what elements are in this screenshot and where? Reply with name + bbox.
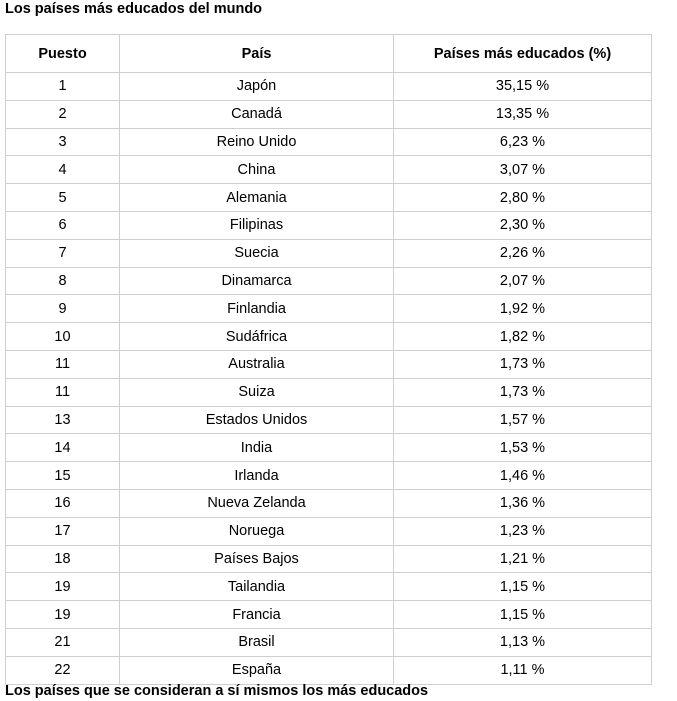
cell-country: Suecia [120, 239, 394, 267]
table-row [6, 406, 652, 434]
cell-rank: 11 [6, 378, 120, 406]
cell-percent: 1,36 % [394, 489, 652, 517]
cell-percent: 3,07 % [394, 156, 652, 184]
cell-rank: 19 [6, 601, 120, 629]
cell-country: España [120, 656, 394, 684]
cell-rank: 3 [6, 128, 120, 156]
cell-percent: 1,23 % [394, 517, 652, 545]
column-header-percent: Países más educados (%) [394, 35, 652, 73]
cell-percent: 35,15 % [394, 73, 652, 101]
cell-country: China [120, 156, 394, 184]
cell-rank: 4 [6, 156, 120, 184]
cell-percent: 1,82 % [394, 323, 652, 351]
cell-rank: 16 [6, 489, 120, 517]
table-row [6, 128, 652, 156]
table-row [6, 545, 652, 573]
cell-percent: 2,30 % [394, 211, 652, 239]
table-row [6, 211, 652, 239]
table-row [6, 73, 652, 101]
cell-country: Canadá [120, 100, 394, 128]
cell-rank: 1 [6, 73, 120, 101]
cell-rank: 13 [6, 406, 120, 434]
page-title: Los países más educados del mundo [5, 1, 263, 17]
cell-rank: 5 [6, 184, 120, 212]
cell-percent: 2,26 % [394, 239, 652, 267]
cell-percent: 1,13 % [394, 628, 652, 656]
cell-rank: 9 [6, 295, 120, 323]
cell-percent: 1,11 % [394, 656, 652, 684]
cell-country: Brasil [120, 628, 394, 656]
cell-country: Estados Unidos [120, 406, 394, 434]
ranking-table [5, 34, 652, 685]
table-row [6, 434, 652, 462]
cell-country: Alemania [120, 184, 394, 212]
cell-country: Suiza [120, 378, 394, 406]
cell-percent: 2,07 % [394, 267, 652, 295]
table-body [6, 73, 652, 685]
cell-rank: 7 [6, 239, 120, 267]
cell-country: Nueva Zelanda [120, 489, 394, 517]
table-row [6, 628, 652, 656]
cell-percent: 6,23 % [394, 128, 652, 156]
cell-percent: 1,92 % [394, 295, 652, 323]
cell-percent: 1,15 % [394, 573, 652, 601]
table-row [6, 239, 652, 267]
cell-country: Tailandia [120, 573, 394, 601]
cell-rank: 6 [6, 211, 120, 239]
cell-country: Reino Unido [120, 128, 394, 156]
cell-rank: 8 [6, 267, 120, 295]
cell-country: Dinamarca [120, 267, 394, 295]
table-row [6, 100, 652, 128]
cell-rank: 10 [6, 323, 120, 351]
cell-rank: 11 [6, 350, 120, 378]
cell-country: Filipinas [120, 211, 394, 239]
cell-rank: 22 [6, 656, 120, 684]
table-row [6, 267, 652, 295]
cell-percent: 1,57 % [394, 406, 652, 434]
table-row [6, 601, 652, 629]
table-row [6, 156, 652, 184]
cell-country: Francia [120, 601, 394, 629]
table-row [6, 462, 652, 490]
cell-country: Finlandia [120, 295, 394, 323]
table-header-row [6, 35, 652, 73]
cell-rank: 21 [6, 628, 120, 656]
table-row [6, 378, 652, 406]
table-row [6, 323, 652, 351]
table-row [6, 517, 652, 545]
cell-percent: 1,73 % [394, 378, 652, 406]
cell-country: Sudáfrica [120, 323, 394, 351]
table-row [6, 184, 652, 212]
cell-percent: 1,73 % [394, 350, 652, 378]
cell-percent: 2,80 % [394, 184, 652, 212]
table-row [6, 489, 652, 517]
table-row [6, 350, 652, 378]
cell-rank: 15 [6, 462, 120, 490]
cell-percent: 1,15 % [394, 601, 652, 629]
cell-country: Noruega [120, 517, 394, 545]
cell-percent: 1,21 % [394, 545, 652, 573]
column-header-rank: Puesto [6, 35, 120, 73]
table-container [5, 34, 651, 685]
cell-country: Japón [120, 73, 394, 101]
cell-country: India [120, 434, 394, 462]
cell-percent: 1,53 % [394, 434, 652, 462]
table-row [6, 295, 652, 323]
cell-rank: 19 [6, 573, 120, 601]
cell-country: Irlanda [120, 462, 394, 490]
column-header-country: País [120, 35, 394, 73]
cell-rank: 18 [6, 545, 120, 573]
cell-rank: 17 [6, 517, 120, 545]
table-row [6, 656, 652, 684]
cell-percent: 1,46 % [394, 462, 652, 490]
table-row [6, 573, 652, 601]
cell-country: Australia [120, 350, 394, 378]
cell-rank: 14 [6, 434, 120, 462]
cell-rank: 2 [6, 100, 120, 128]
cell-percent: 13,35 % [394, 100, 652, 128]
cell-country: Países Bajos [120, 545, 394, 573]
footer-caption: Los países que se consideran a sí mismos los más educados [5, 683, 429, 699]
